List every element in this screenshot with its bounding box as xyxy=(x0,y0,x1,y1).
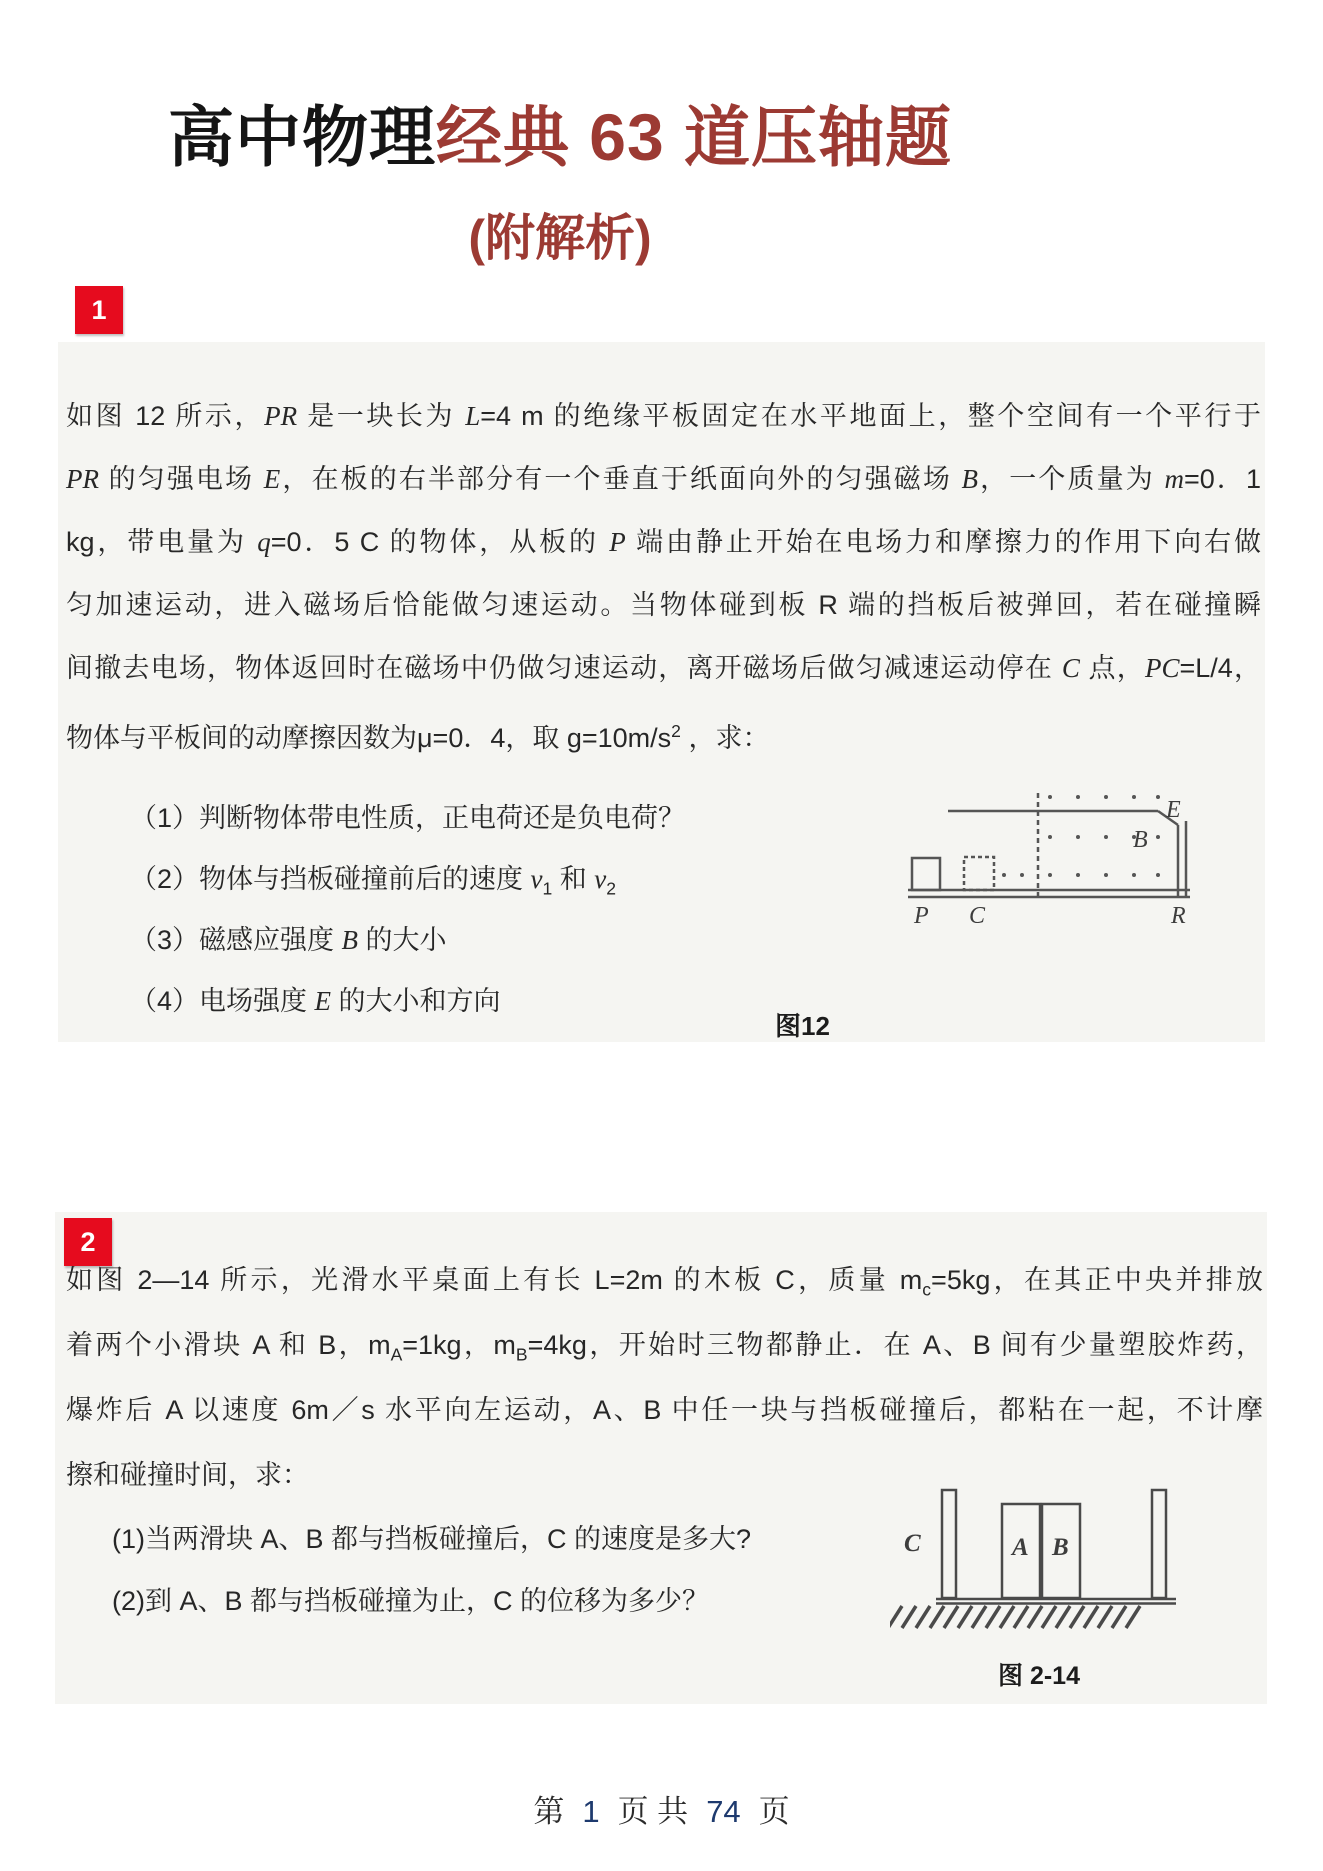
figure2-label-A: A xyxy=(1012,1534,1029,1561)
page-title-black-part: 高中物理 xyxy=(167,100,436,174)
problem1-body-line: 匀加速运动，进入磁场后恰能做匀速运动。当物体碰到板 R 端的挡板后被弹回，若在碰撞瞬 xyxy=(66,590,1261,620)
problem2-figure-drawing xyxy=(890,1478,1190,1638)
problem1-body-line: 间撤去电场，物体返回时在磁场中仍做匀速运动，离开磁场后做匀减速运动停在 C 点，PC=L/4， xyxy=(66,653,1261,683)
problem1-question-1: （1）判断物体带电性质，正电荷还是负电荷？ xyxy=(130,803,686,833)
page-subtitle: (附解析) xyxy=(468,210,652,266)
problem1-question-2: （2）物体与挡板碰撞前后的速度 $v_1$ 和 $v_2$ xyxy=(130,864,617,899)
problem1-question-3: （3）磁感应强度 B 的大小 xyxy=(130,925,447,955)
footer-total-pages: 74 xyxy=(706,1794,741,1829)
problem2-question-2: (2)到 A、B 都与挡板碰撞为止，C 的位移为多少？ xyxy=(112,1586,710,1616)
footer-word-ye-gong: 页 共 xyxy=(617,1794,689,1829)
problem1-body-line: kg，带电量为 q=0．5 C 的物体，从板的 P 端由静止开始在电场力和摩擦力的作用下向右做 xyxy=(66,527,1261,557)
problem2-figure-caption: 图 2-14 xyxy=(998,1662,1080,1690)
problem1-questions xyxy=(130,788,685,1032)
ground-hatching xyxy=(890,1606,1140,1628)
footer-word-ye: 页 xyxy=(758,1794,790,1829)
problem2-figure xyxy=(890,1478,1190,1638)
figure2-label-B: B xyxy=(1052,1534,1069,1561)
problem1-number-badge: 1 xyxy=(75,286,123,334)
figure1-label-P: P xyxy=(914,903,929,929)
page-title-red-part: 经典 63 道压轴题 xyxy=(435,100,953,174)
problem2-body-line: 爆炸后 A 以速度 6m／s 水平向左运动，A、B 中任一块与挡板碰撞后，都粘在一起，不计摩 xyxy=(66,1395,1263,1425)
page-footer xyxy=(0,1786,1323,1831)
problem2-body-line: 着两个小滑块 A 和 B，$m_A=1kg$，$m_B=4kg$，开始时三物都静止．在 A、B 间有少量塑胶炸药， xyxy=(66,1330,1263,1365)
problem2-body-line: 如图 2—14 所示，光滑水平桌面上有长 L=2m 的木板 C，质量 $m_c=5kg$，在其正中央并排放 xyxy=(66,1265,1263,1300)
page-title xyxy=(0,84,1120,179)
problem2-questions xyxy=(112,1508,751,1632)
figure1-label-R: R xyxy=(1171,903,1186,929)
footer-page-number: 1 xyxy=(582,1794,600,1829)
problem1-question-4: （4）电场强度 E 的大小和方向 xyxy=(130,986,501,1016)
problem1-figure-drawing xyxy=(890,775,1210,1010)
problem2-body-line: 擦和碰撞时间，求： xyxy=(66,1460,309,1490)
problem2-question-1: (1)当两滑块 A、B 都与挡板碰撞后，C 的速度是多大? xyxy=(112,1524,752,1554)
figure1-label-E: E xyxy=(1166,797,1181,823)
problem2-number-badge: 2 xyxy=(64,1218,112,1266)
figure1-label-C: C xyxy=(969,903,986,929)
problem1-body-line: PR 的匀强电场 E，在板的右半部分有一个垂直于纸面向外的匀强磁场 B，一个质量为 m=0．1 xyxy=(66,464,1261,494)
figure1-label-B: B xyxy=(1133,827,1148,853)
problem1-figure xyxy=(890,775,1210,1010)
problem1-body-line: 如图 12 所示，PR 是一块长为 L=4 m 的绝缘平板固定在水平地面上，整个空间有一个平行于 xyxy=(66,401,1261,431)
problem1-body xyxy=(66,385,1261,763)
problem1-figure-caption: 图12 xyxy=(775,1011,830,1041)
problem2-body xyxy=(66,1248,1263,1508)
problem1-body-line: 物体与平板间的动摩擦因数为μ=0．4，取 $g=10m/s^2$ ，求： xyxy=(66,721,770,753)
footer-word-di: 第 xyxy=(533,1794,565,1829)
figure2-label-C: C xyxy=(904,1530,921,1557)
